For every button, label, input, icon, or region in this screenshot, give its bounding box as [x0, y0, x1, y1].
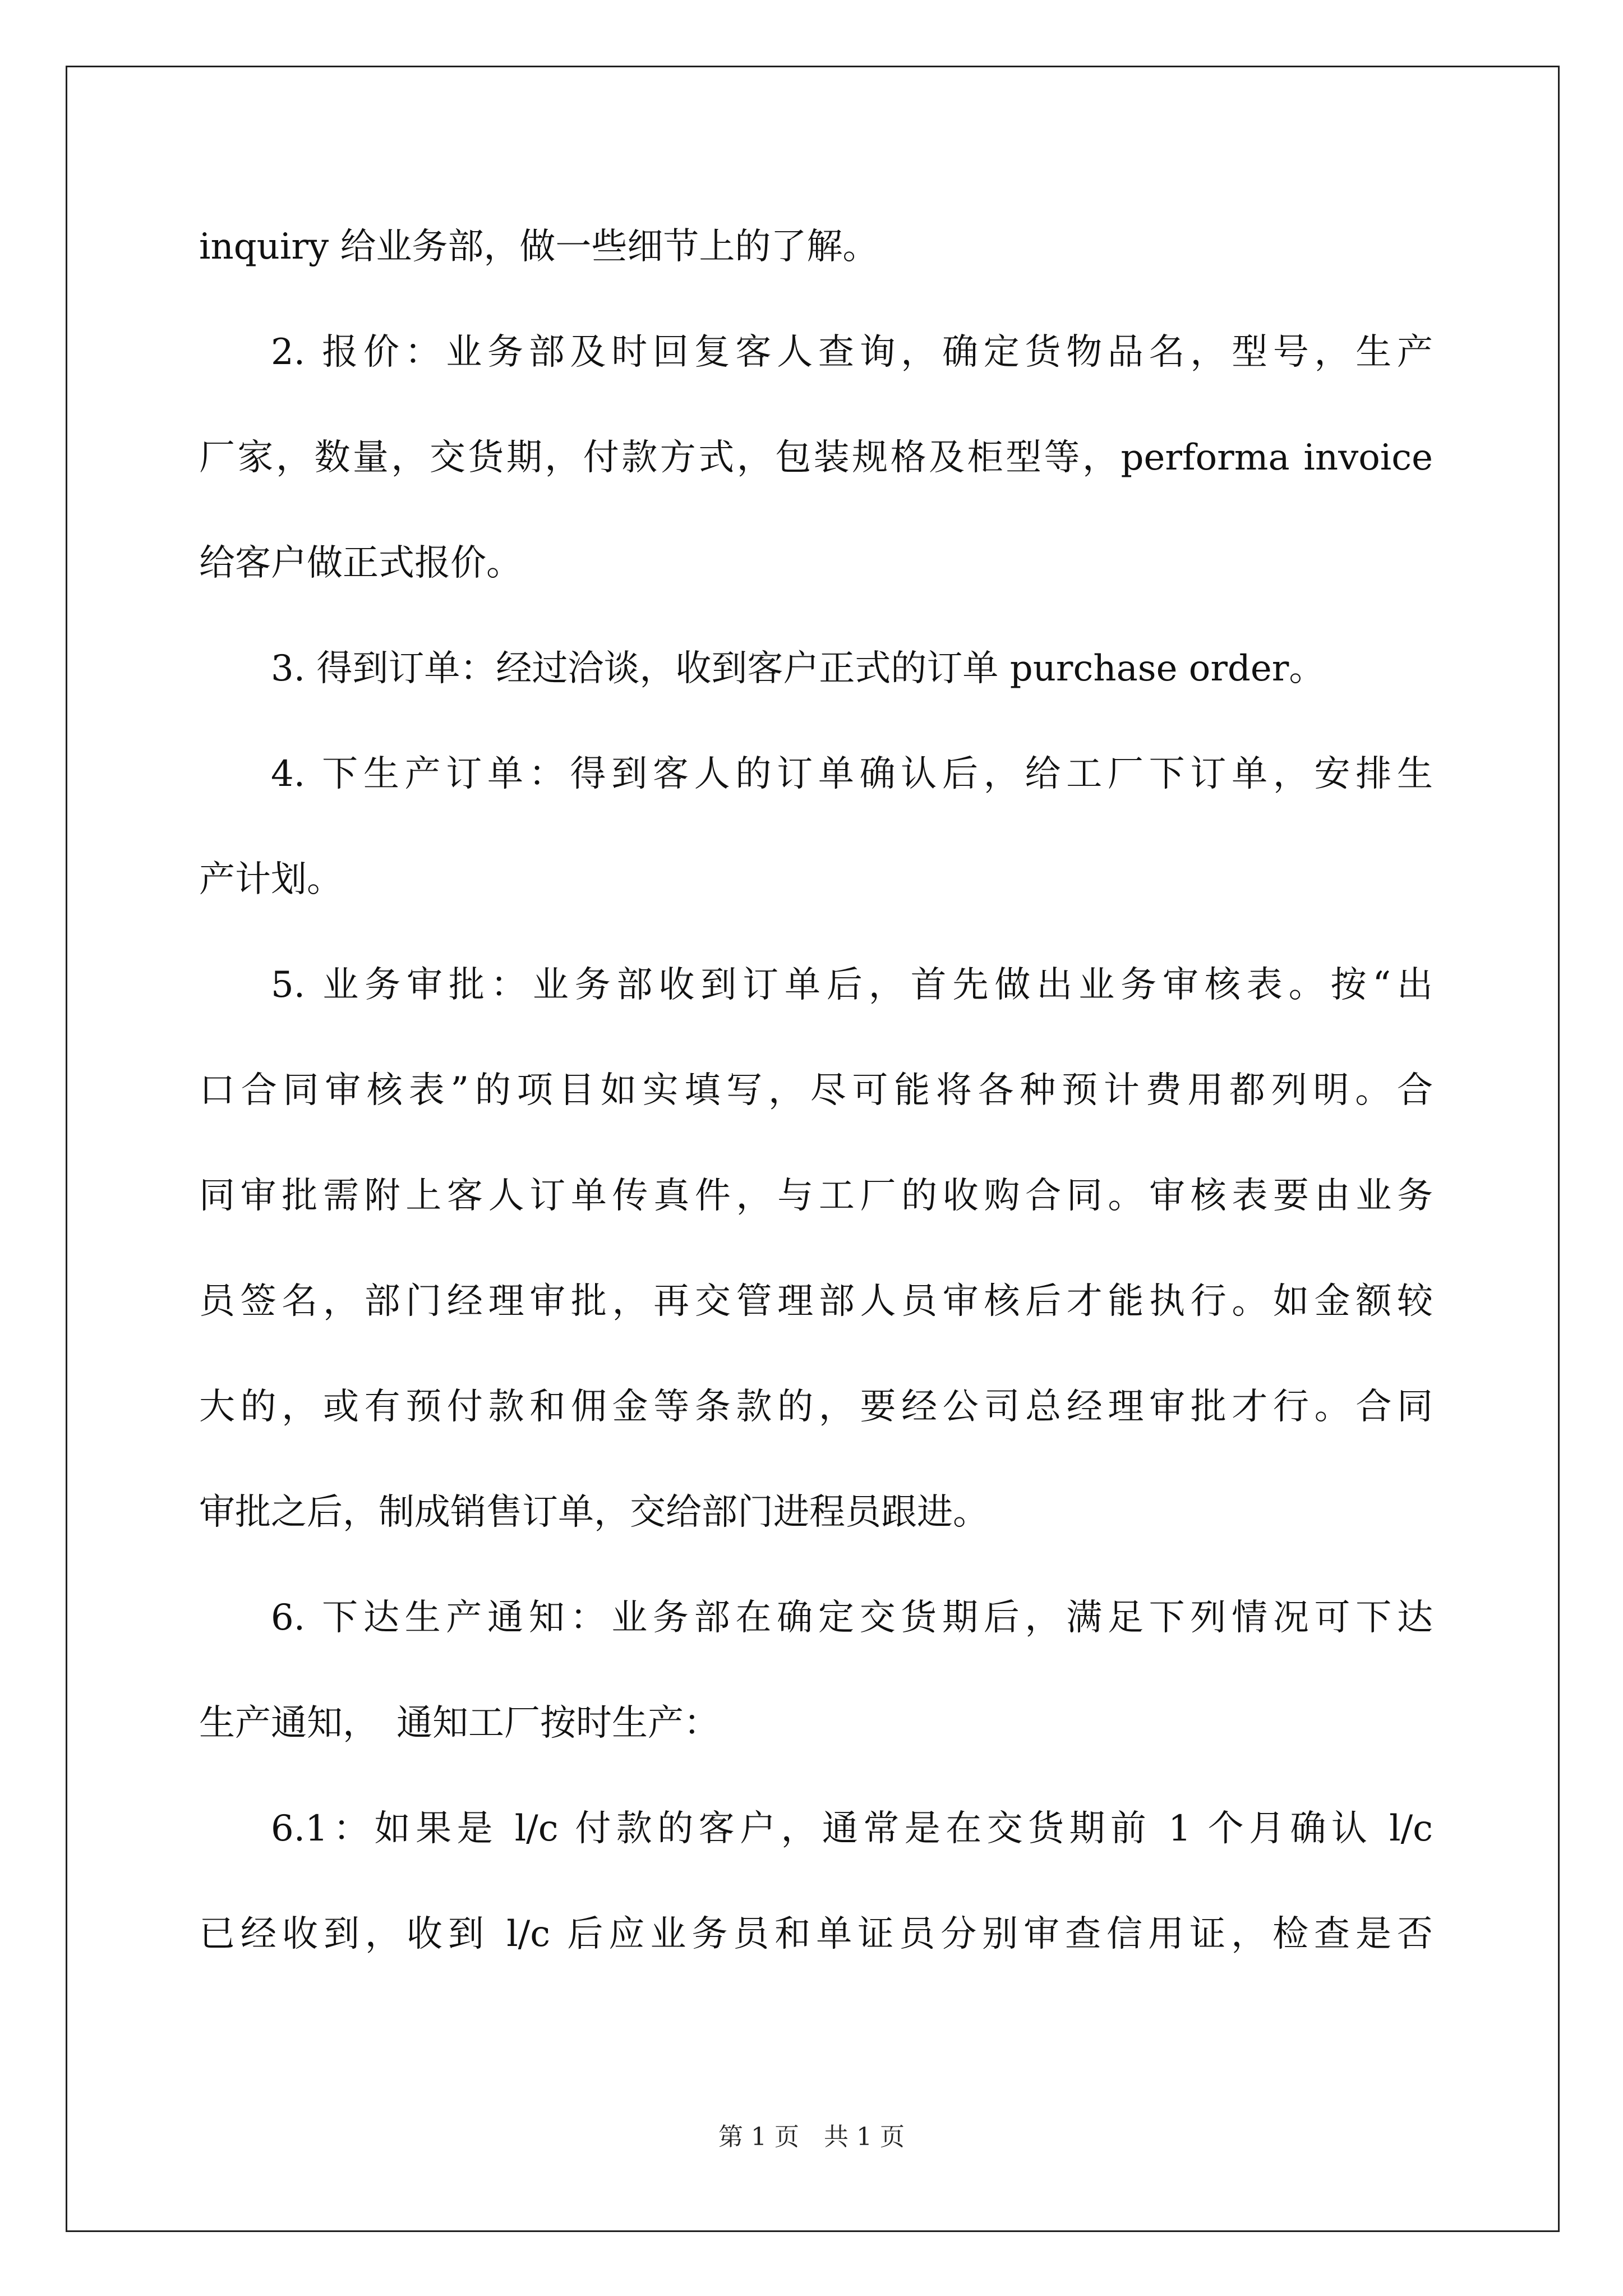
text-line: 4. 下生产订单：得到客人的订单确认后，给工厂下订单，安排生 — [271, 753, 1433, 795]
text-line: 6. 下达生产通知：业务部在确定交货期后，满足下列情况可下达 — [271, 1597, 1433, 1639]
text-line: 6.1：如果是 l/c 付款的客户，通常是在交货期前 1 个月确认 l/c — [271, 1808, 1433, 1849]
page-border — [66, 66, 1560, 2232]
text-line: 给客户做正式报价。 — [199, 542, 522, 584]
page-footer: 第 1 页 共 1 页 — [718, 2123, 905, 2151]
text-line: 2. 报价：业务部及时回复客人查询，确定货物品名，型号，生产 — [271, 332, 1433, 373]
text-line: 厂家，数量，交货期，付款方式，包装规格及柜型等，performa invoice — [199, 437, 1433, 478]
text-line: 同审批需附上客人订单传真件，与工厂的收购合同。审核表要由业务 — [199, 1175, 1433, 1217]
text-line: 3. 得到订单：经过洽谈，收到客户正式的订单 purchase order。 — [271, 648, 1325, 689]
text-line: 5. 业务审批：业务部收到订单后，首先做出业务审核表。按“出 — [271, 964, 1433, 1006]
text-line: 审批之后，制成销售订单，交给部门进程员跟进。 — [199, 1492, 989, 1533]
text-line: inquiry 给业务部，做一些细节上的了解。 — [199, 226, 879, 268]
text-line: 口合同审核表”的项目如实填写，尽可能将各种预计费用都列明。合 — [199, 1070, 1433, 1111]
text-line: 生产通知， 通知工厂按时生产： — [199, 1703, 720, 1744]
text-line: 员签名，部门经理审批，再交管理部人员审核后才能执行。如金额较 — [199, 1281, 1433, 1322]
text-line: 已经收到，收到 l/c 后应业务员和单证员分别审查信用证，检查是否 — [199, 1913, 1433, 1955]
text-line: 大的，或有预付款和佣金等条款的，要经公司总经理审批才行。合同 — [199, 1386, 1433, 1428]
text-line: 产计划。 — [199, 859, 343, 900]
